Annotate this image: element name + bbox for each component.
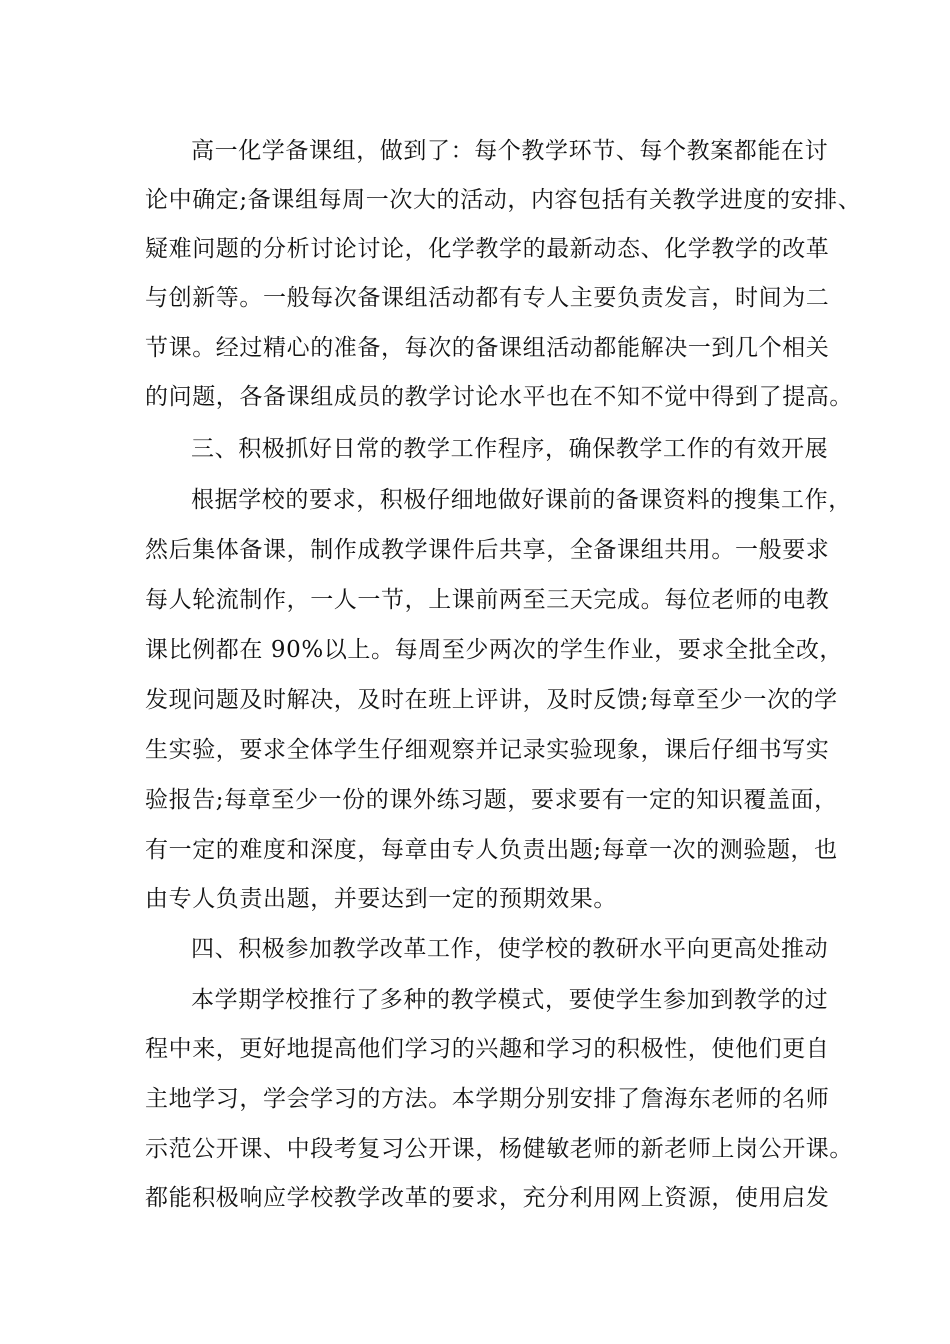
paragraph-line: 示范公开课、中段考复习公开课，杨健敏老师的新老师上岗公开课。	[145, 1136, 853, 1162]
paragraph-line: 课比例都在 90%以上。每周至少两次的学生作业，要求全批全改，	[145, 637, 844, 663]
section-heading: 四、积极参加教学改革工作，使学校的教研水平向更高处推动	[191, 936, 829, 962]
paragraph-line: 根据学校的要求，积极仔细地做好课前的备课资料的搜集工作，	[191, 487, 852, 513]
paragraph-line: 由专人负责出题，并要达到一定的预期效果。	[145, 886, 617, 912]
paragraph-line: 的问题，各备课组成员的教学讨论水平也在不知不觉中得到了提高。	[145, 384, 853, 410]
paragraph-line: 程中来，更好地提高他们学习的兴趣和学习的积极性，使他们更自	[145, 1036, 830, 1062]
paragraph-line: 节课。经过精心的准备，每次的备课组活动都能解决一到几个相关	[145, 335, 830, 361]
paragraph-line: 生实验，要求全体学生仔细观察并记录实验现象，课后仔细书写实	[145, 737, 830, 763]
paragraph-line: 都能积极响应学校教学改革的要求，充分利用网上资源，使用启发	[145, 1185, 830, 1211]
paragraph-line: 验报告;每章至少一份的课外练习题，要求要有一定的知识覆盖面，	[145, 787, 838, 813]
paragraph-line: 然后集体备课，制作成教学课件后共享，全备课组共用。一般要求	[145, 537, 830, 563]
paragraph-line: 本学期学校推行了多种的教学模式，要使学生参加到教学的过	[191, 987, 829, 1013]
paragraph-line: 主地学习，学会学习的方法。本学期分别安排了詹海东老师的名师	[145, 1086, 830, 1112]
paragraph-line: 发现问题及时解决，及时在班上评讲，及时反馈;每章至少一次的学	[145, 687, 838, 713]
paragraph-line: 高一化学备课组，做到了：每个教学环节、每个教案都能在讨	[191, 138, 829, 164]
paragraph-line: 论中确定;备课组每周一次大的活动，内容包括有关教学进度的安排、	[145, 187, 862, 213]
paragraph-line: 每人轮流制作，一人一节，上课前两至三天完成。每位老师的电教	[145, 587, 830, 613]
section-heading: 三、积极抓好日常的教学工作程序，确保教学工作的有效开展	[191, 436, 829, 462]
paragraph-line: 有一定的难度和深度，每章由专人负责出题;每章一次的测验题，也	[145, 837, 838, 863]
paragraph-line: 疑难问题的分析讨论讨论，化学教学的最新动态、化学教学的改革	[145, 236, 830, 262]
paragraph-line: 与创新等。一般每次备课组活动都有专人主要负责发言，时间为二	[145, 285, 830, 311]
